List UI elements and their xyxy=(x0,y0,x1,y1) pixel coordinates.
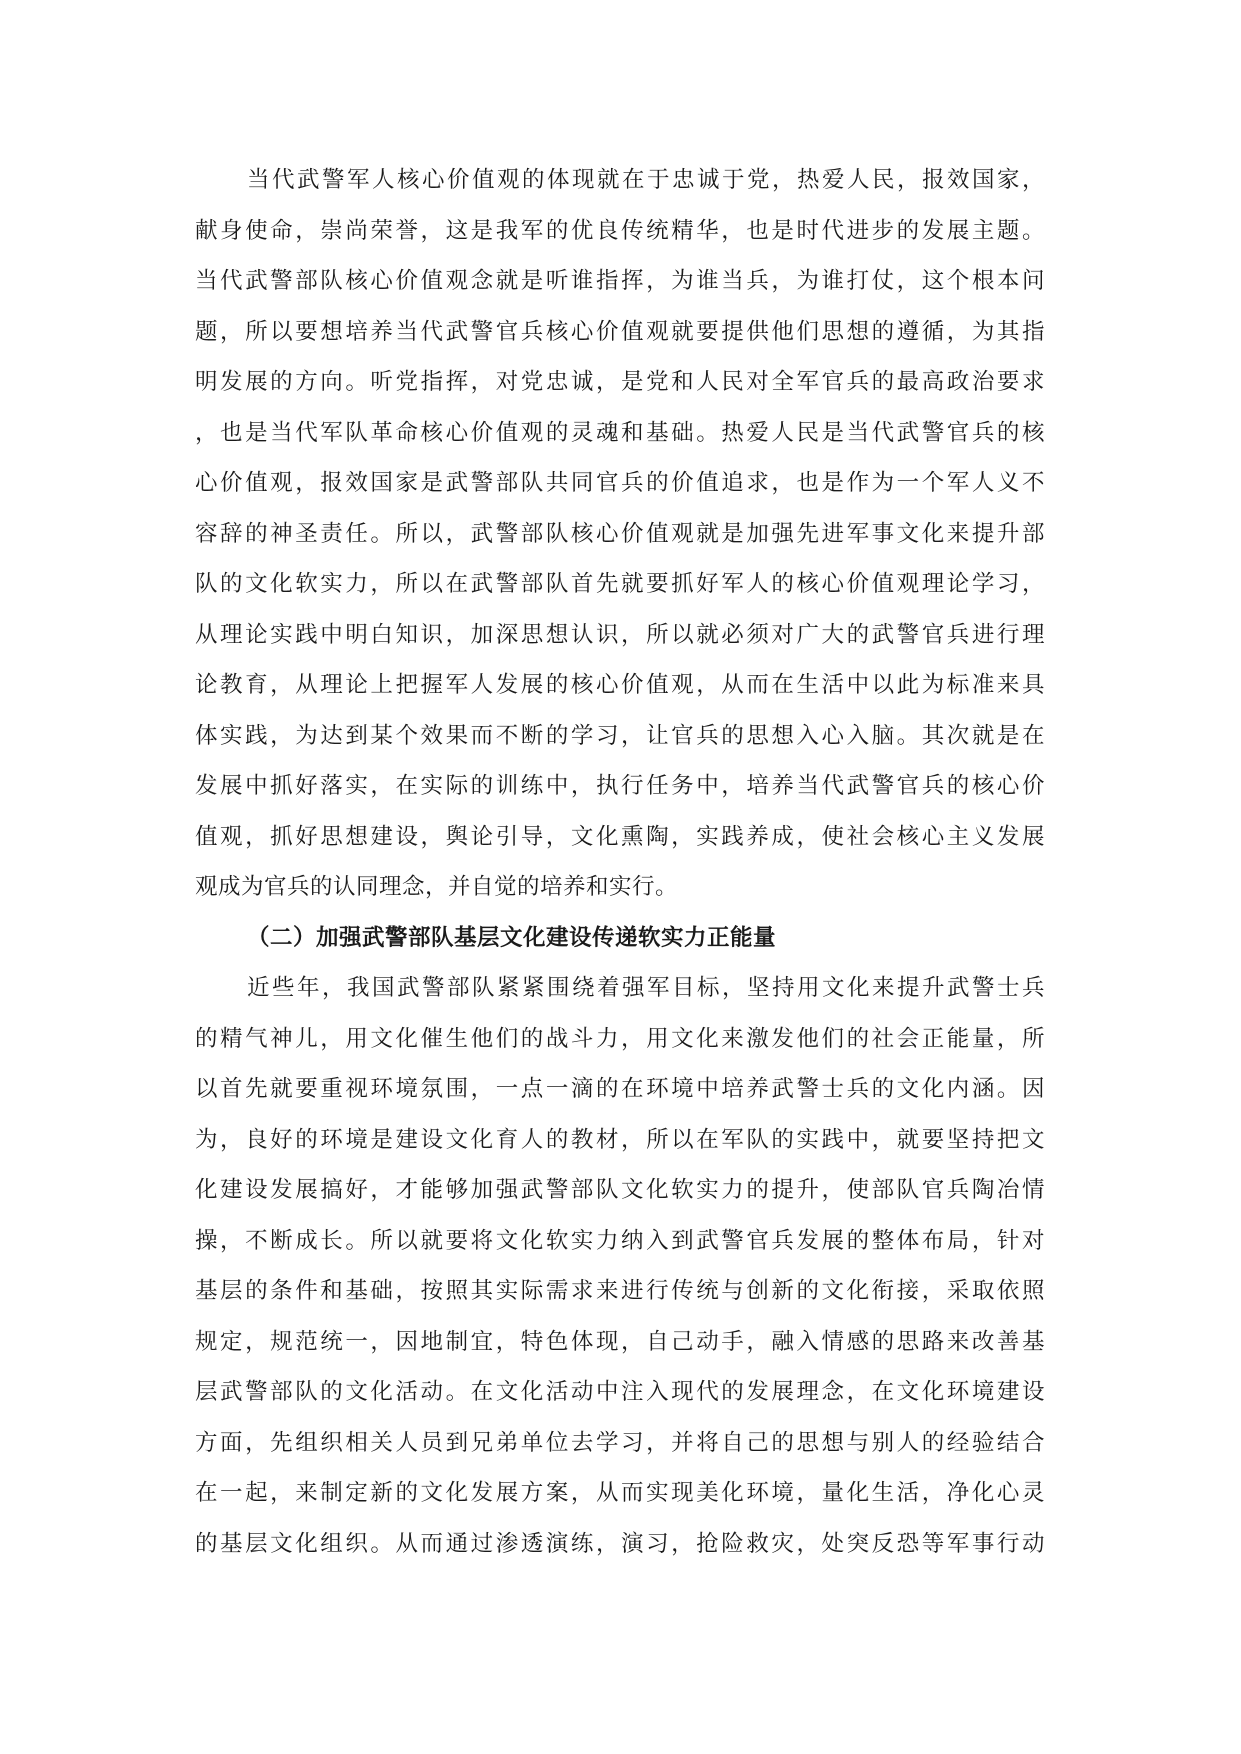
paragraph-core-values xyxy=(195,155,1045,913)
text-line: 心价值观，报效国家是武警部队共同官兵的价值追求，也是作为一个军人义不 xyxy=(195,470,1045,496)
paragraph-grassroots-culture xyxy=(195,963,1045,1569)
text-line: 层武警部队的文化活动。在文化活动中注入现代的发展理念，在文化环境建设 xyxy=(195,1379,1045,1405)
text-line: 题，所以要想培养当代武警官兵核心价值观就要提供他们思想的遵循，为其指 xyxy=(195,318,1045,345)
text-line: 方面，先组织相关人员到兄弟单位去学习，并将自己的思想与别人的经验结合 xyxy=(195,1429,1045,1456)
text-line: ，也是当代军队革命核心价值观的灵魂和基础。热爱人民是当代武警官兵的核 xyxy=(195,419,1045,446)
text-line: 值观，抓好思想建设，舆论引导，文化熏陶，实践养成，使社会核心主义发展 xyxy=(195,823,1045,850)
text-line: 以首先就要重视环境氛围，一点一滴的在环境中培养武警士兵的文化内涵。因 xyxy=(195,1076,1045,1102)
text-line: 体实践，为达到某个效果而不断的学习，让官兵的思想入心入脑。其次就是在 xyxy=(195,722,1045,749)
text-line: 基层的条件和基础，按照其实际需求来进行传统与创新的文化衔接，采取依照 xyxy=(195,1278,1045,1304)
text-line: 操，不断成长。所以就要将文化软实力纳入到武警官兵发展的整体布局，针对 xyxy=(195,1227,1045,1254)
text-line: 的基层文化组织。从而通过渗透演练，演习，抢险救灾，处突反恐等军事行动 xyxy=(195,1530,1045,1557)
text-line: 规定，规范统一，因地制宜，特色体现，自己动手，融入情感的思路来改善基 xyxy=(195,1328,1045,1355)
text-line: 发展中抓好落实，在实际的训练中，执行任务中，培养当代武警官兵的核心价 xyxy=(195,773,1045,799)
text-line: 近些年，我国武警部队紧紧围绕着强军目标，坚持用文化来提升武警士兵 xyxy=(247,975,1045,1001)
text-line: 队的文化软实力，所以在武警部队首先就要抓好军人的核心价值观理论学习， xyxy=(195,571,1045,597)
text-line: 化建设发展搞好，才能够加强武警部队文化软实力的提升，使部队官兵陶冶情 xyxy=(195,1177,1045,1203)
text-line: 从理论实践中明白知识，加深思想认识，所以就必须对广大的武警官兵进行理 xyxy=(195,621,1045,648)
text-line: 论教育，从理论上把握军人发展的核心价值观，从而在生活中以此为标准来具 xyxy=(195,672,1045,698)
document-body xyxy=(195,155,1045,1569)
text-line: 当代武警军人核心价值观的体现就在于忠诚于党，热爱人民，报效国家， xyxy=(247,167,1045,193)
text-line: 观成为官兵的认同理念，并自觉的培养和实行。 xyxy=(195,874,679,900)
text-line: 献身使命，崇尚荣誉，这是我军的优良传统精华，也是时代进步的发展主题。 xyxy=(195,217,1045,244)
text-line: 明发展的方向。听党指挥，对党忠诚，是党和人民对全军官兵的最高政治要求 xyxy=(195,369,1045,395)
text-line: 当代武警部队核心价值观念就是听谁指挥，为谁当兵，为谁打仗，这个根本问 xyxy=(195,268,1045,294)
text-line: 容辞的神圣责任。所以，武警部队核心价值观就是加强先进军事文化来提升部 xyxy=(195,520,1045,547)
text-line: 的精气神儿，用文化催生他们的战斗力，用文化来激发他们的社会正能量，所 xyxy=(195,1025,1045,1052)
text-line: 为，良好的环境是建设文化育人的教材，所以在军队的实践中，就要坚持把文 xyxy=(195,1126,1045,1153)
text-line: 在一起，来制定新的文化发展方案，从而实现美化环境，量化生活，净化心灵 xyxy=(195,1480,1045,1506)
section-heading: （二）加强武警部队基层文化建设传递软实力正能量 xyxy=(247,924,777,951)
